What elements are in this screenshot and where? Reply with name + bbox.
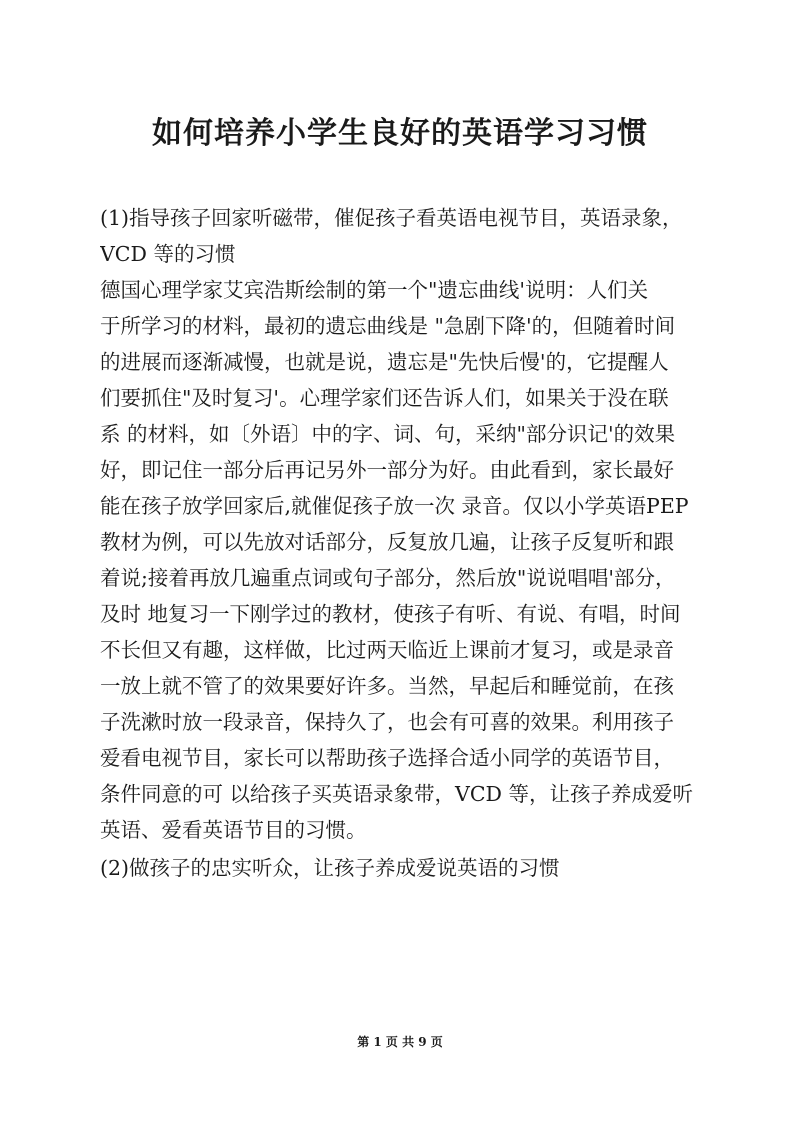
body-line: 于所学习的材料，最初的遗忘曲线是 "急剧下降'的，但随着时间 [100, 314, 676, 338]
body-line: 爱看电视节目，家长可以帮助孩子选择合适小同学的英语节目， [100, 746, 674, 770]
body-line: 的进展而逐渐减慢，也就是说，遗忘是"先快后慢'的，它提醒人 [100, 350, 669, 374]
body-line: 德国心理学家艾宾浩斯绘制的第一个"遗忘曲线'说明：人们关 [100, 278, 649, 302]
document-title: 如何培养小学生良好的英语学习习惯 [152, 116, 648, 151]
page-footer: 第 1 页 共 9 页 [357, 1035, 443, 1049]
body-line: 子洗漱时放一段录音，保持久了，也会有可喜的效果。利用孩子 [100, 710, 674, 734]
body-line: 们要抓住"及时复习'。心理学家们还告诉人们，如果关于没在联 [100, 386, 669, 410]
body-line: 好，即记住一部分后再记另外一部分为好。由此看到，家长最好 [100, 458, 674, 482]
body-line: 条件同意的可 以给孩子买英语录象带，VCD 等，让孩子养成爱听 [100, 782, 693, 806]
body-line: 一放上就不管了的效果要好许多。当然，早起后和睡觉前，在孩 [100, 674, 674, 698]
body-line: 及时 地复习一下刚学过的教材，使孩子有听、有说、有唱，时间 [100, 602, 681, 626]
body-line: 系 的材料，如〔外语〕中的字、词、句，采纳"部分识记'的效果 [100, 422, 676, 446]
body-line: 英语、爱看英语节目的习惯。 [100, 818, 367, 842]
body-line: VCD 等的习惯 [100, 242, 236, 266]
body-line: 教材为例，可以先放对话部分，反复放几遍，让孩子反复听和跟 [100, 530, 674, 554]
body-line: (2)做孩子的忠实听众，让孩子养成爱说英语的习惯 [100, 856, 560, 880]
body-line: (1)指导孩子回家听磁带，催促孩子看英语电视节目，英语录象， [100, 206, 683, 230]
body-line: 能在孩子放学回家后,就催促孩子放一次 录音。仅以小学英语PEP [100, 494, 689, 518]
body-line: 不长但又有趣，这样做，比过两天临近上课前才复习，或是录音 [100, 638, 674, 662]
body-line: 着说;接着再放几遍重点词或句子部分，然后放"说说唱唱'部分， [100, 566, 676, 590]
